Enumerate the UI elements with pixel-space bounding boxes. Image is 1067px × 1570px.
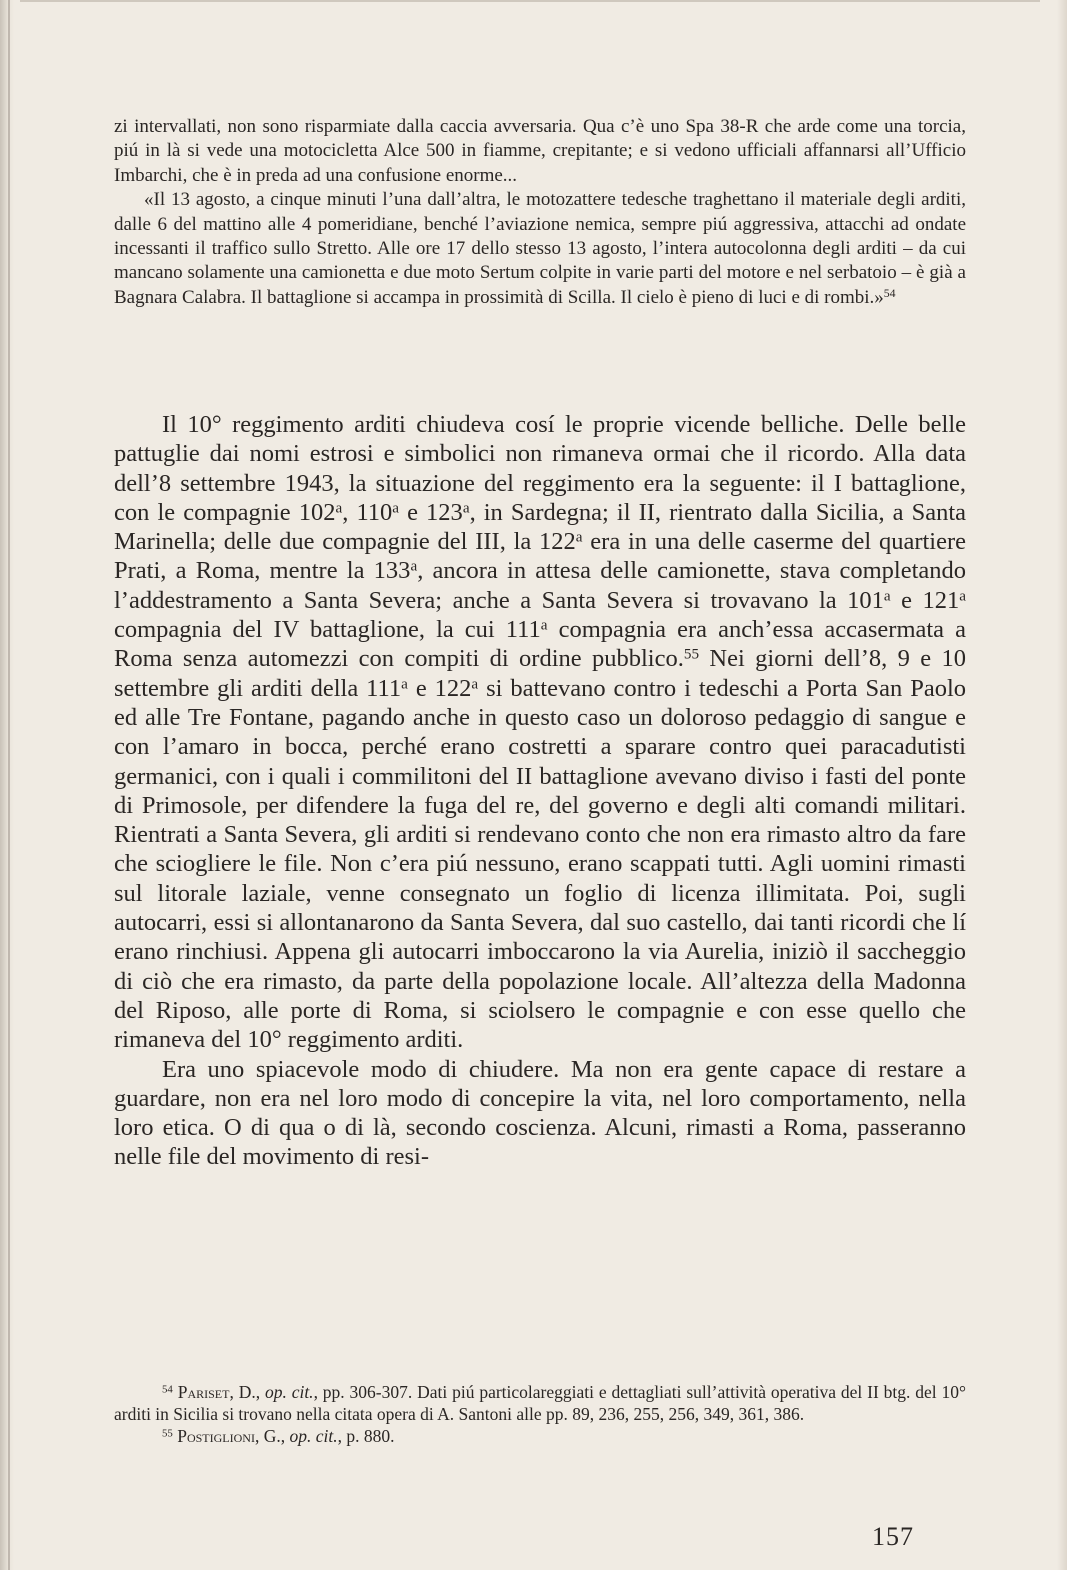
ordinal-sup: a xyxy=(883,587,891,605)
body-text-segment: , in Sardegna; il II, rientrato dalla Sicilia, a Santa Marinella; delle due compagnie del III, la 122 xyxy=(114,498,967,556)
ordinal-sup: a xyxy=(471,675,479,693)
page-edge-right xyxy=(1057,0,1067,1570)
footnote-text: , G., xyxy=(254,1426,290,1446)
body-text-segment: Nei giorni dell’8, 9 e 10 settembre gli arditi della 111 xyxy=(114,645,966,702)
body-text-segment: , 110 xyxy=(342,498,393,526)
footnote-opcit: op. cit. xyxy=(264,1382,314,1402)
body-text-segment: compagnia era anch’essa accasermata a Roma senza automezzi con compiti di ordine pubblico. xyxy=(114,616,966,673)
footnote-text: , p. 880. xyxy=(337,1426,395,1446)
ordinal-sup: a xyxy=(335,499,343,517)
ordinal-sup: a xyxy=(959,587,967,605)
quote-paragraph-2-text: «Il 13 agosto, a cinque minuti l’una dall’altra, le motozattere tedesche traghettano il materiale degli arditi, dalle 6 del mattino alle 4 pomeridiane, benché l’aviazione nemica, sempre piú aggressiva, attacchi ad ondate incessanti il traffico sullo Stretto. Alle ore 17 dello stesso 13 agosto, l’intera autocolonna degli arditi – da cui mancano solamente una camionetta e due moto Sertum colpite in varie parti del motore e nel serbatoio – è già a Bagnara Calabra. Il battaglione si accampa in prossimità di Scilla. Il cielo è pieno di luci e di rombi.» xyxy=(114,189,966,308)
footnotes xyxy=(114,1381,966,1447)
body-text-segment: e 121 xyxy=(890,586,960,614)
body-paragraph-2 xyxy=(114,1055,966,1172)
footnote-ref-54: 54 xyxy=(883,286,896,300)
footnote-ref-55: 55 xyxy=(683,645,700,663)
body-text-segment: e 123 xyxy=(399,498,463,526)
body-text-segment: compagnia del IV battaglione, la cui 111 xyxy=(114,616,541,644)
body-text-segment: Il 10° reggimento arditi chiudeva cosí le proprie vicende belliche. Delle belle pattuglie dai nomi estrosi e simbolici non rimaneva ormai che il ricordo. Alla data dell’8 settembre 1943, la situazione del reggimento era la seguente: il I battaglione, con le compagnie 102 xyxy=(114,411,966,526)
body-paragraph-1 xyxy=(114,410,966,1055)
footnote-55 xyxy=(114,1425,966,1447)
ordinal-sup: a xyxy=(540,616,548,634)
quote-paragraph-1-text: zi intervallati, non sono risparmiate dalla caccia avversaria. Qua c’è uno Spa 38-R che arde come una torcia, piú in là si vede una motocicletta Alce 500 in fiamme, crepitante; e si vedono ufficiali affannarsi all’Ufficio Imbarchi, che è in preda ad una confusione enorme... xyxy=(114,116,966,186)
body-paragraph-2-text: Era uno spiacevole modo di chiudere. Ma non era gente capace di restare a guardare, non era nel loro modo di concepire la vita, nel loro comportamento, nella loro etica. O di qua o di là, secondo coscienza. Alcuni, rimasti a Roma, passeranno nelle file del movimento di resi- xyxy=(114,1055,966,1171)
footnote-opcit: op. cit. xyxy=(289,1426,338,1446)
quoted-passage xyxy=(114,115,966,310)
ordinal-sup: a xyxy=(410,557,418,575)
page-edge-left xyxy=(0,0,14,1570)
footnote-number: 55 xyxy=(162,1427,173,1440)
ordinal-sup: a xyxy=(392,499,400,517)
page-number: 157 xyxy=(872,1522,914,1551)
quote-paragraph-1 xyxy=(114,115,966,188)
ordinal-sup: a xyxy=(462,499,470,517)
quote-paragraph-2 xyxy=(114,188,966,310)
ordinal-sup: a xyxy=(401,675,408,693)
body-text-segment: si battevano contro i tedeschi a Porta San Paolo ed alle Tre Fontane, pagando anche in questo caso un doloroso pedaggio di sangue e con l’amaro in bocca, perché erano costretti a sparare contro quei paracadutisti germanici, con i quali i commilitoni del II battaglione avevano diviso i fasti del ponte di Primosole, per difendere la fuga del re, del governo e degli alti comandi militari. Rientrati a Santa Severa, gli arditi si rendevano conto che non era rimasto altro da fare che sciogliere le file. Non c’era piú nessuno, erano scappati tutti. Agli uomini rimasti sul litorale laziale, venne consegnato un foglio di licenza illimitata. Poi, sugli autocarri, essi si allontanarono da Santa Severa, dal suo castello, dai tanti ricordi che lí erano rinchiusi. Appena gli autocarri imboccarono la via Aurelia, iniziò il saccheggio di ciò che era rimasto, da parte della popolazione locale. All’altezza della Madonna del Riposo, alle porte di Roma, si sciolsero le compagnie e con esse quello che rimaneva del 10° reggimento arditi. xyxy=(114,674,966,1054)
main-text xyxy=(114,410,966,1172)
ordinal-sup: a xyxy=(575,528,583,546)
footnote-54 xyxy=(114,1381,966,1425)
body-text-segment: e 122 xyxy=(407,674,472,702)
footnote-author: Postiglioni xyxy=(177,1426,255,1446)
footnote-text: , D., xyxy=(229,1382,265,1402)
footnote-number: 54 xyxy=(162,1383,173,1396)
footnote-text: , pp. 306-307. Dati piú particolareggiati e dettagliati sull’attività operativa del II btg. del 10° arditi in Sicilia si trovano nella citata opera di A. Santoni alle pp. 89, 236, 255, 256, 349, 361, 386. xyxy=(114,1382,967,1424)
body-text-segment: era in una delle caserme del quartiere Prati, a Roma, mentre la 133 xyxy=(114,528,967,585)
body-text-segment: , ancora in attesa delle camionette, stava completando l’addestramento a Santa Severa; anche a Santa Severa si trovavano la 101 xyxy=(114,557,966,614)
footnote-author: Pariset xyxy=(177,1382,230,1402)
top-rule xyxy=(20,0,1040,2)
